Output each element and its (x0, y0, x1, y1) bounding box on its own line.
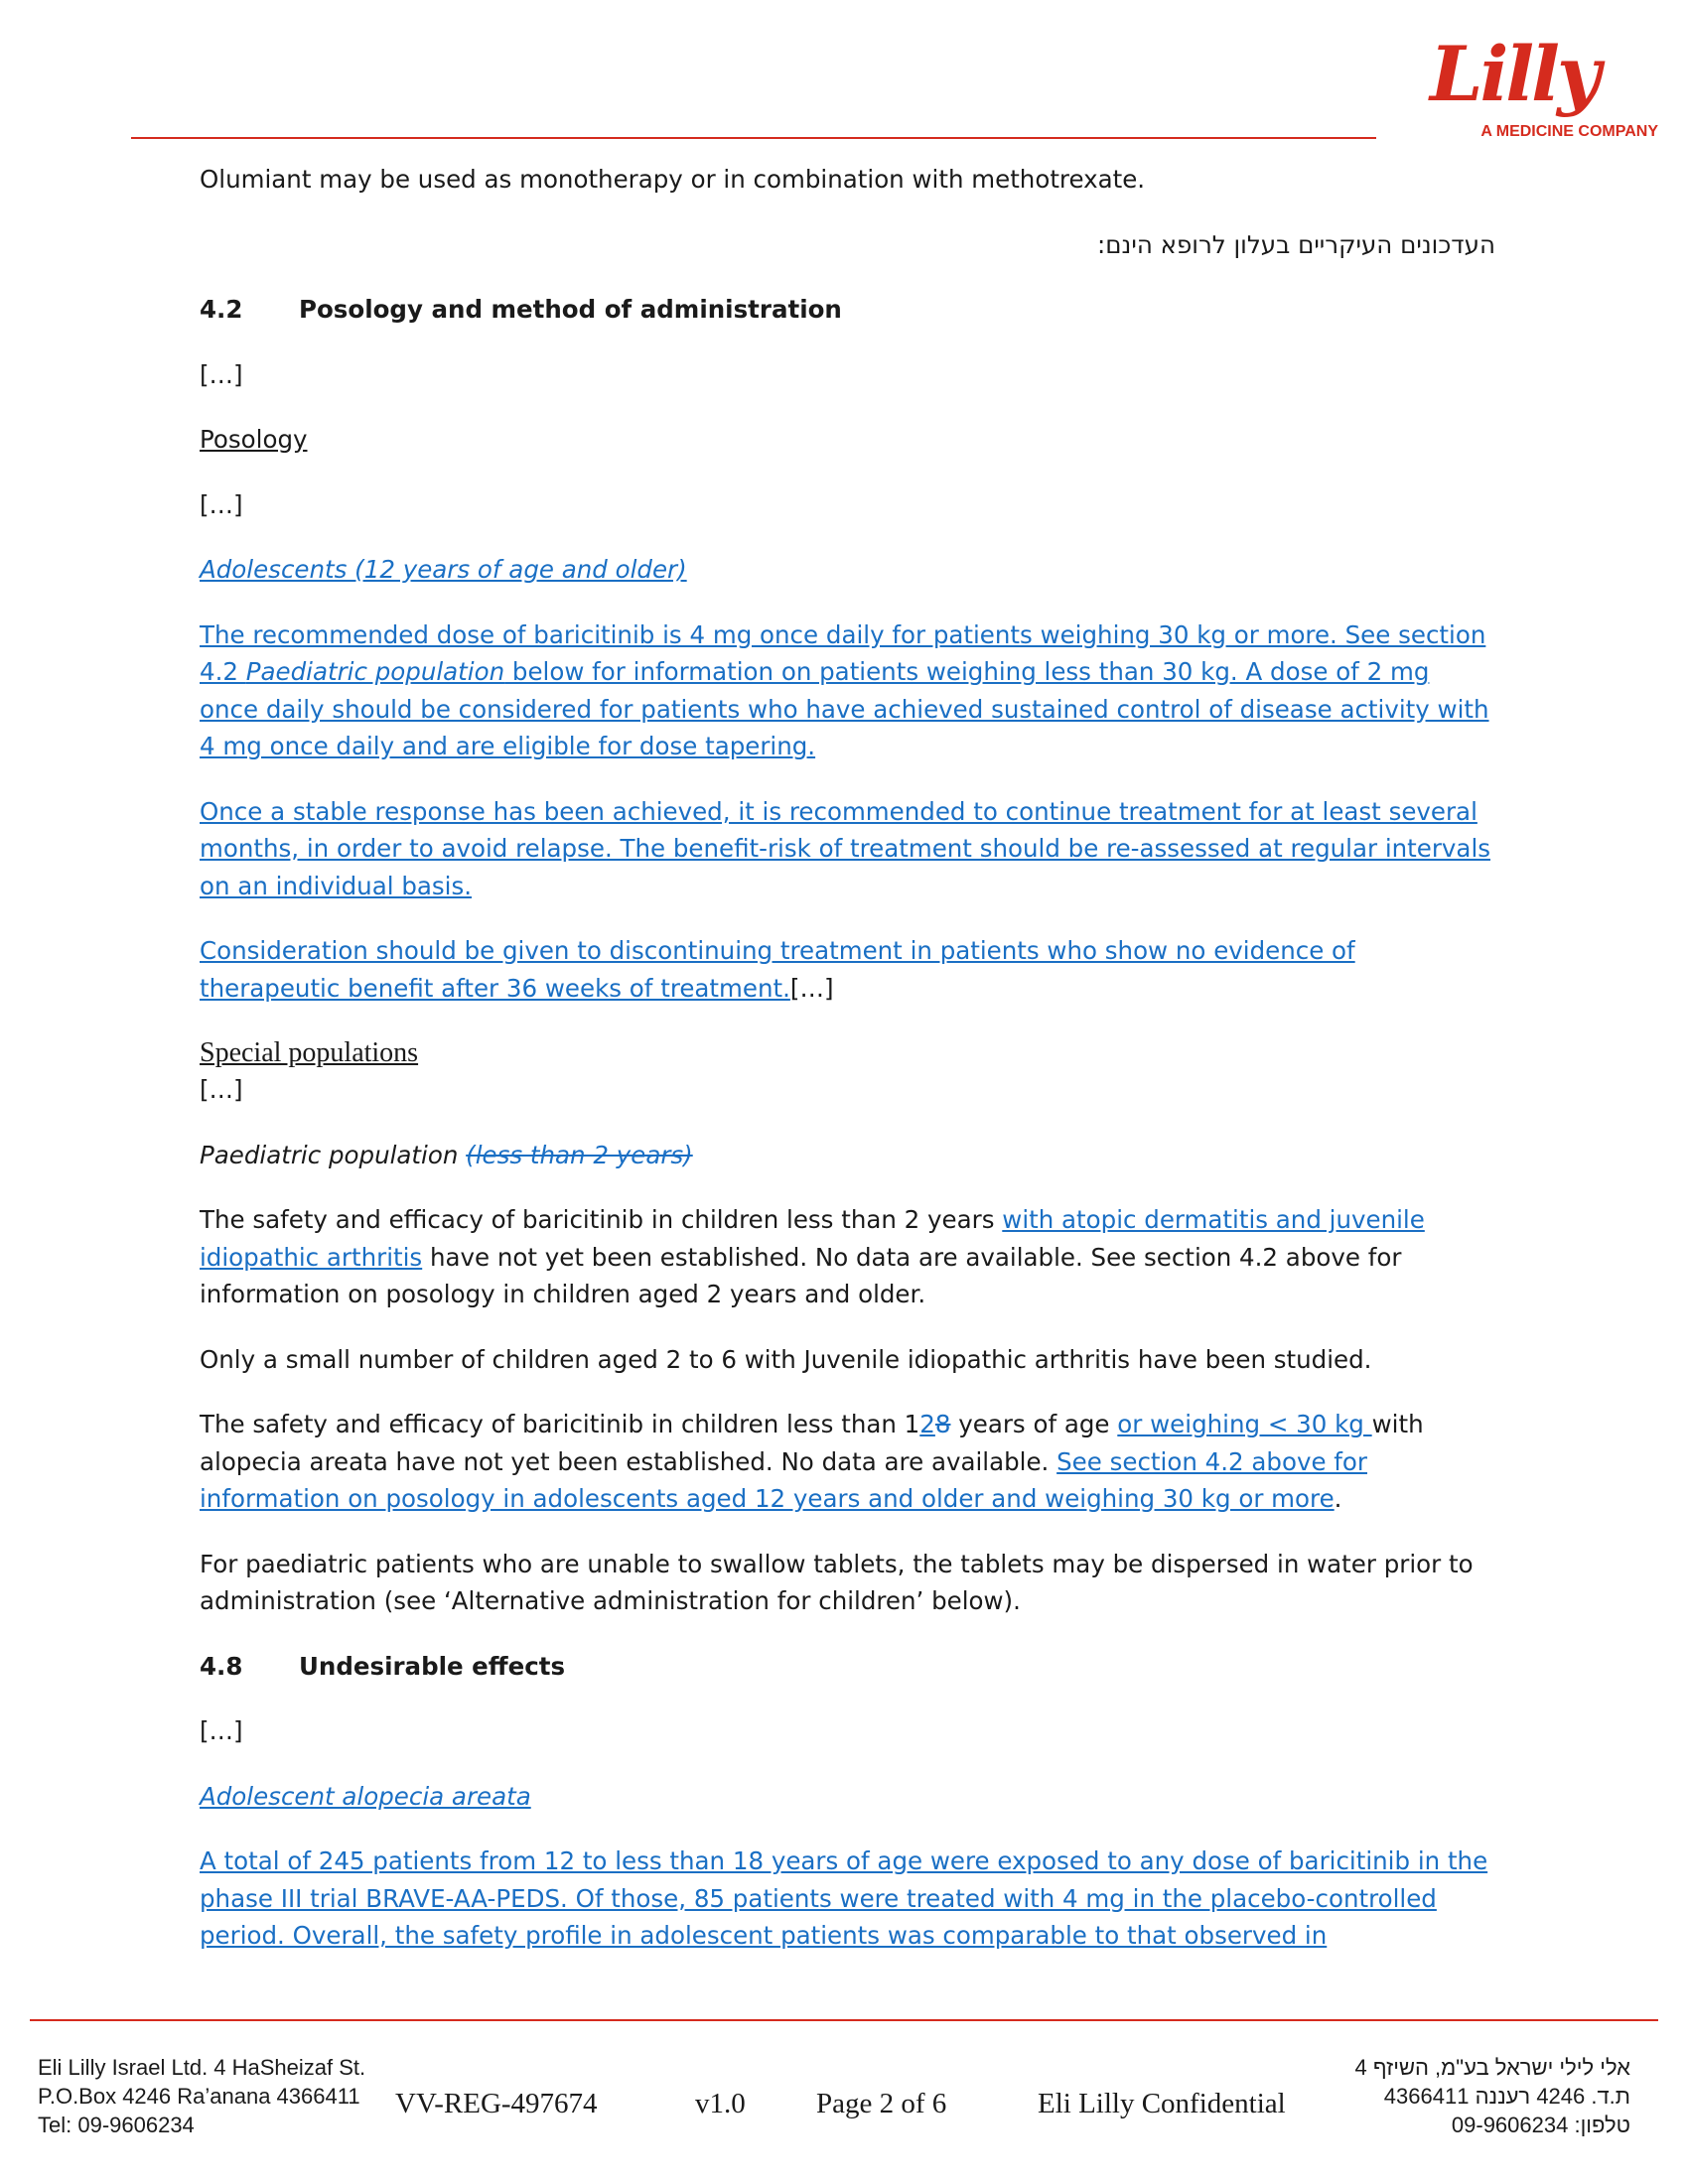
inserted-text: 2 (919, 1410, 935, 1438)
text-run: . (1334, 1484, 1342, 1513)
section-4-8-heading (200, 1648, 1495, 1686)
text-run: below for information on patients weighing less than 30 kg. A dose of 2 mg once daily should be considered for patients who have achieved sustained control of disease activity with 4 mg once daily and are eligible for dose tapering. (200, 657, 1489, 760)
discontinue-paragraph (200, 932, 1495, 1007)
inserted-text: or weighing < 30 kg (1117, 1410, 1372, 1438)
heading-text: Paediatric population (200, 1140, 459, 1169)
section-4-2-heading (200, 291, 1495, 329)
footer-line: ת.ד. 4246 רעננה 4366411 (1383, 2084, 1630, 2109)
posology-heading: Posology (200, 425, 308, 454)
text-run: with alopecia areata have not yet been established. No data are available. (200, 1410, 1424, 1476)
adolescent-alopecia-heading: Adolescent alopecia areata (200, 1781, 531, 1811)
deleted-text: 8 (934, 1410, 951, 1438)
paediatric-safety-paragraph (200, 1201, 1495, 1313)
text-run: The safety and efficacy of baricitinib in children less than 1 (200, 1410, 920, 1438)
special-populations-heading: Special populations (200, 1037, 419, 1068)
section-title: Undesirable effects (299, 1651, 566, 1681)
footer-line: Eli Lilly Israel Ltd. 4 HaSheizaf St. (38, 2055, 366, 2080)
footer-address-hebrew (1231, 2053, 1630, 2139)
logo-wordmark: Lilly (1430, 30, 1599, 118)
ellipsis: […] (200, 489, 243, 519)
document-version: v1.0 (695, 2088, 746, 2119)
header-divider (131, 137, 1376, 139)
text-run: have not yet been established. No data are available. See section 4.2 above for information on posology in children aged 2 years and older. (200, 1242, 1402, 1308)
alopecia-safety-paragraph (200, 1406, 1495, 1518)
ellipsis: […] (789, 973, 834, 1003)
section-number: 4.8 (200, 1651, 243, 1681)
adolescents-heading: Adolescents (12 years of age and older) (200, 555, 687, 584)
footer-divider (30, 2019, 1658, 2021)
stable-response-paragraph: Once a stable response has been achieved, it is recommended to continue treatment for at least several months, in order to avoid relapse. The benefit-risk of treatment should be re-assessed at regular intervals on an individual basis. (200, 796, 1491, 900)
dispersal-paragraph: For paediatric patients who are unable to swallow tablets, the tablets may be dispersed in water prior to administration (see ‘Alternative administration for children’ below). (200, 1549, 1474, 1615)
text-run: years of age (950, 1410, 1118, 1438)
ellipsis: […] (200, 359, 243, 389)
small-number-paragraph: Only a small number of children aged 2 to 6 with Juvenile idiopathic arthritis have been studied. (200, 1344, 1372, 1374)
inserted-text: Consideration should be given to discontinuing treatment in patients who show no evidence of therapeutic benefit after 36 weeks of treatment. (200, 936, 1355, 1003)
document-id: VV-REG-497674 (395, 2088, 598, 2119)
hebrew-intro: העדכונים העיקריים בעלון לרופא הינם: (1097, 229, 1495, 259)
page-number: Page 2 of 6 (816, 2088, 947, 2119)
footer-address-english (38, 2053, 365, 2139)
footer-line: טלפון: 09-9606234 (1451, 2113, 1630, 2137)
section-number: 4.2 (200, 295, 243, 324)
inserted-text: See section 4.2 above for information on posology in adolescents aged 12 years and older and weighing 30 kg or more (200, 1446, 1367, 1513)
brave-aa-peds-paragraph: A total of 245 patients from 12 to less than 18 years of age were exposed to any dose of baricitinib in the phase III trial BRAVE-AA-PEDS. Of those, 85 patients were treated with 4 mg in the placebo-controlled period. Overall, the safety profile in adolescent patients was comparable to that observed in (200, 1846, 1488, 1950)
inserted-text: with atopic dermatitis and juvenile idiopathic arthritis (200, 1205, 1425, 1272)
footer-line: Tel: 09-9606234 (38, 2113, 195, 2137)
section-title: Posology and method of administration (299, 295, 842, 324)
confidential-label: Eli Lilly Confidential (1038, 2088, 1286, 2119)
intro-paragraph: Olumiant may be used as monotherapy or in combination with methotrexate. (200, 165, 1146, 194)
ellipsis: […] (200, 1716, 243, 1745)
text-run: The safety and efficacy of baricitinib in children less than 2 years (200, 1205, 1003, 1234)
footer-line: אלי לילי ישראל בע"מ, השיזף 4 (1354, 2055, 1630, 2080)
text-run-italic: Paediatric population (245, 657, 505, 686)
recommended-dose-paragraph (200, 616, 1495, 765)
document-body (200, 161, 1495, 1982)
deleted-text: (less than 2 years) (466, 1140, 693, 1169)
lilly-logo (1390, 30, 1658, 145)
logo-tagline: A MEDICINE COMPANY (1480, 123, 1658, 140)
text-run: The recommended dose of baricitinib is 4 mg once daily for patients weighing 30 kg or more. See section 4.2 (200, 619, 1486, 686)
ellipsis: […] (200, 1075, 243, 1104)
footer-line: P.O.Box 4246 Ra’anana 4366411 (38, 2084, 360, 2109)
paediatric-population-heading (200, 1137, 1495, 1174)
